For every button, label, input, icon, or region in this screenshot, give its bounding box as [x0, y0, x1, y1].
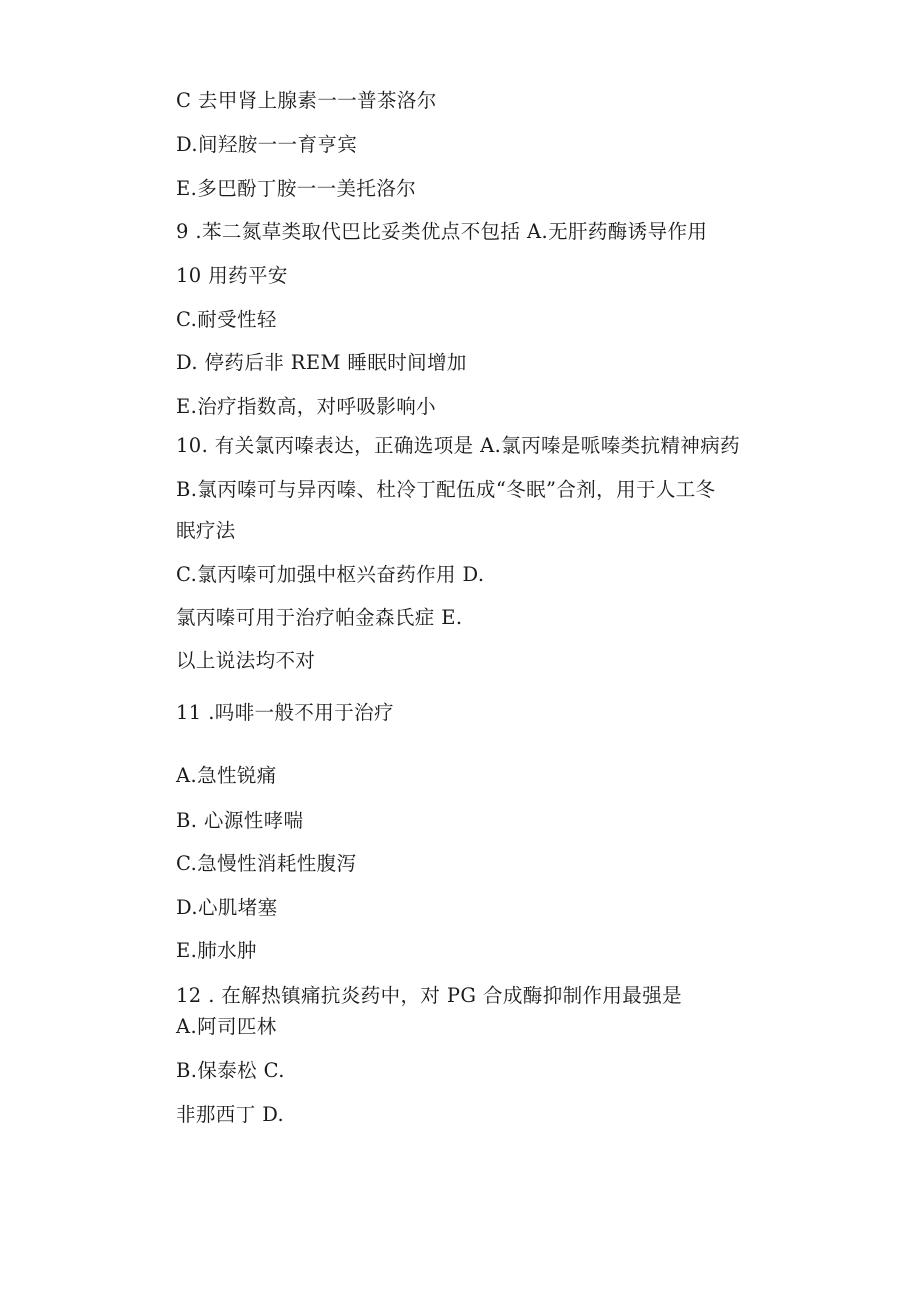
text-line: A.急性锐痛: [176, 764, 277, 787]
text-line: 以上说法均不对: [176, 649, 316, 672]
text-line: 12 . 在解热镇痛抗炎药中，对 PG 合成酶抑制作用最强是: [176, 984, 683, 1007]
text-line: E.多巴酚丁胺一一美托洛尔: [176, 177, 417, 200]
text-line: 11 .吗啡一般不用于治疗: [176, 701, 394, 724]
text-line: 眠疗法: [176, 519, 236, 542]
text-line: C 去甲肾上腺素一一普茶洛尔: [176, 89, 437, 112]
text-line: D.间羟胺一一育亨宾: [176, 133, 358, 156]
text-line: D.心肌堵塞: [176, 896, 278, 919]
text-line: 10. 有关氯丙嗪表达，正确选项是 A.氯丙嗪是哌嗪类抗精神病药: [176, 434, 740, 457]
text-line: B. 心源性哮喘: [176, 809, 304, 832]
text-line: B.氯丙嗪可与异丙嗪、杜冷丁配伍成“冬眠”合剂，用于人工冬: [176, 478, 716, 501]
text-line: C.氯丙嗪可加强中枢兴奋药作用 D.: [176, 563, 485, 586]
text-line: C.急慢性消耗性腹泻: [176, 852, 357, 875]
text-line: 10 用药平安: [176, 264, 288, 287]
text-line: E.治疗指数高，对呼吸影响小: [176, 395, 437, 418]
text-line: B.保泰松 C.: [176, 1059, 285, 1082]
text-line: 非那西丁 D.: [176, 1103, 285, 1126]
text-line: C.耐受性轻: [176, 308, 277, 331]
text-line: D. 停药后非 REM 睡眠时间增加: [176, 351, 467, 374]
text-line: 9 .苯二氮草类取代巴比妥类优点不包括 A.无肝药酶诱导作用: [176, 220, 708, 243]
text-line: E.肺水肿: [176, 939, 257, 962]
text-line: A.阿司匹林: [176, 1015, 277, 1038]
text-line: 氯丙嗪可用于治疗帕金森氏症 E.: [176, 606, 463, 629]
